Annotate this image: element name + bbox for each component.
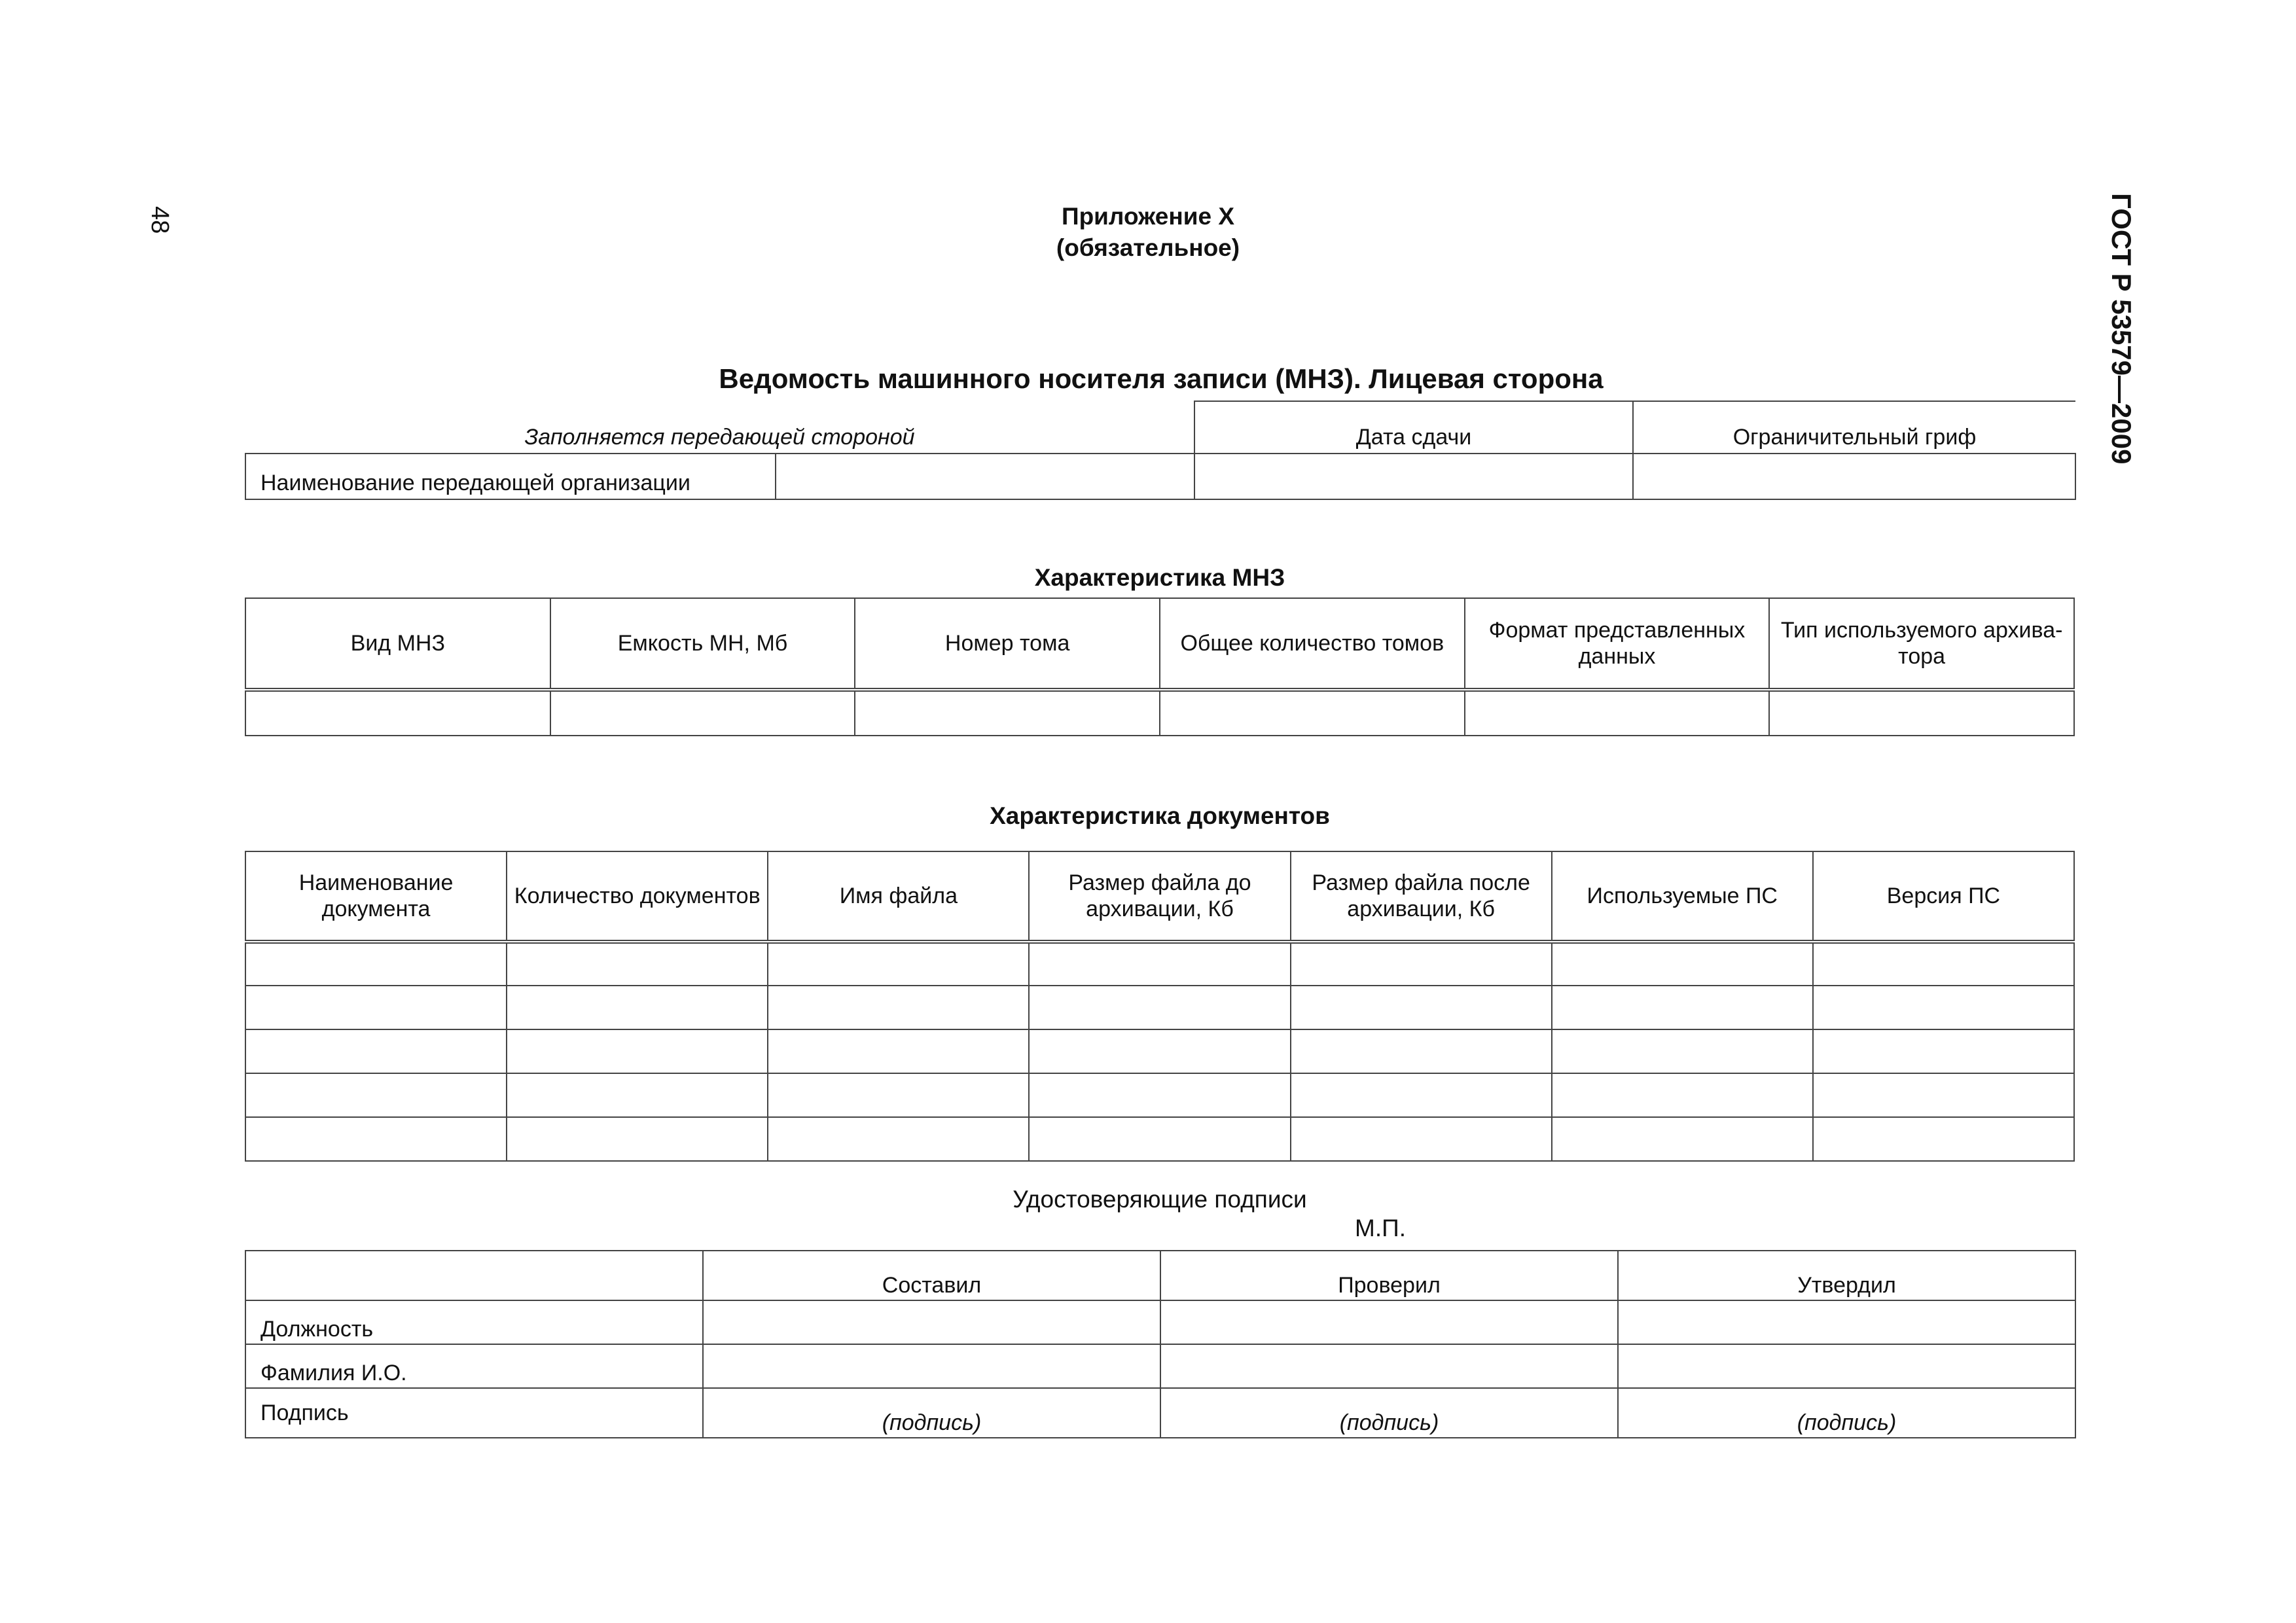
row-position: Должность	[245, 1300, 703, 1344]
appendix-title: Приложение Х	[1061, 203, 1235, 230]
col-media-type: Вид МНЗ	[245, 598, 550, 690]
col-size-after: Размер файла после архивации, Кб	[1291, 851, 1552, 942]
col-software-version: Версия ПС	[1813, 851, 2074, 942]
signatures-table	[245, 1250, 2076, 1438]
col-file-name: Имя файла	[768, 851, 1029, 942]
col-approved: Утвердил	[1618, 1251, 2075, 1300]
sender-caption: Заполняется передающей стороной	[245, 401, 1194, 454]
col-data-format: Формат представленных данных	[1465, 598, 1770, 690]
col-checked: Проверил	[1160, 1251, 1618, 1300]
col-size-before: Размер файла до архивации, Кб	[1029, 851, 1290, 942]
page-number: 48	[146, 206, 173, 234]
table-row	[245, 1117, 2074, 1161]
media-section-title: Характеристика МНЗ	[1034, 564, 1285, 591]
col-software: Используемые ПС	[1552, 851, 1813, 942]
media-cell	[1769, 690, 2074, 736]
signature-hint: (подпись)	[1160, 1388, 1618, 1438]
restriction-header: Ограничительный гриф	[1633, 401, 2075, 454]
signatures-title: Удостоверяющие подписи	[1013, 1186, 1307, 1213]
stamp-place: М.П.	[1355, 1215, 1406, 1241]
documents-table	[245, 851, 2075, 1162]
appendix-status: (обязательное)	[1056, 234, 1240, 261]
media-cell	[245, 690, 550, 736]
table-row	[245, 1029, 2074, 1073]
row-signature: Подпись	[245, 1388, 703, 1438]
main-title: Ведомость машинного носителя записи (МНЗ). Лицевая сторона	[719, 363, 1604, 394]
col-doc-count: Количество документов	[507, 851, 768, 942]
documents-section-title: Характеристика документов	[990, 802, 1330, 829]
col-total-volumes: Общее количество томов	[1160, 598, 1465, 690]
org-name-label: Наименование передающей организации	[245, 454, 776, 499]
col-volume-number: Номер тома	[855, 598, 1160, 690]
date-cell	[1194, 454, 1633, 499]
signature-hint: (подпись)	[703, 1388, 1160, 1438]
col-compiled: Составил	[703, 1251, 1160, 1300]
signature-hint: (подпись)	[1618, 1388, 2075, 1438]
media-cell	[1160, 690, 1465, 736]
row-full-name: Фамилия И.О.	[245, 1344, 703, 1388]
col-capacity: Емкость МН, Мб	[550, 598, 855, 690]
table-row	[245, 942, 2074, 986]
media-cell	[550, 690, 855, 736]
org-name-cell	[776, 454, 1194, 499]
media-table	[245, 597, 2075, 736]
standard-code: ГОСТ Р 53579—2009	[2106, 193, 2137, 465]
date-header: Дата сдачи	[1194, 401, 1633, 454]
corner-cell	[245, 1251, 703, 1300]
restriction-cell	[1633, 454, 2075, 499]
transfer-table	[245, 401, 2076, 500]
media-cell	[855, 690, 1160, 736]
table-row	[245, 1073, 2074, 1117]
media-cell	[1465, 690, 1770, 736]
col-doc-name: Наименование документа	[245, 851, 507, 942]
col-archiver-type: Тип используемого архива-тора	[1769, 598, 2074, 690]
table-row	[245, 986, 2074, 1029]
